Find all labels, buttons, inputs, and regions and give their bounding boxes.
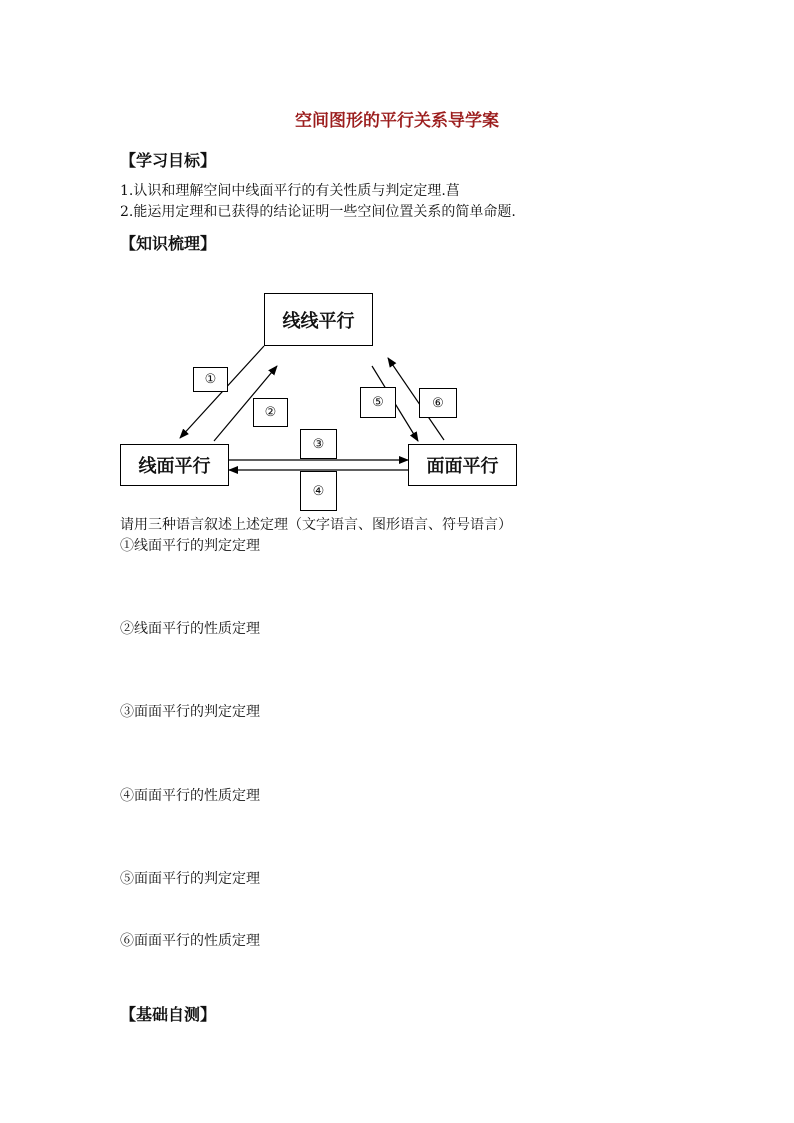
label-4: ④ [300,471,337,511]
label-3: ③ [300,429,337,459]
label-6: ⑥ [419,388,457,418]
instruction-text: 请用三种语言叙述上述定理（文字语言、图形语言、符号语言） [120,517,512,533]
goal-line-2: 2.能运用定理和已获得的结论证明一些空间位置关系的简单命题. [120,204,516,220]
section-heading-knowledge: 【知识梳理】 [120,234,217,253]
section-heading-basic-test: 【基础自测】 [120,1005,217,1024]
label-1: ① [193,367,228,392]
page-title: 空间图形的平行关系导学案 [295,111,499,131]
theorem-item: ⑥面面平行的性质定理 [120,933,260,949]
theorem-item: ④面面平行的性质定理 [120,788,260,804]
goal-line-1: 1.认识和理解空间中线面平行的有关性质与判定定理.菖 [120,183,460,199]
theorem-item: ②线面平行的性质定理 [120,621,260,637]
theorem-item: ⑤面面平行的判定定理 [120,871,260,887]
theorem-item: ①线面平行的判定定理 [120,538,260,554]
arrow-1 [180,346,264,438]
box-plane-plane-parallel: 面面平行 [408,444,517,486]
box-line-plane-parallel: 线面平行 [120,444,229,486]
section-heading-goals: 【学习目标】 [120,151,217,170]
theorem-item: ③面面平行的判定定理 [120,704,260,720]
label-5: ⑤ [360,387,396,418]
label-2: ② [253,398,288,427]
box-line-line-parallel: 线线平行 [264,293,373,346]
